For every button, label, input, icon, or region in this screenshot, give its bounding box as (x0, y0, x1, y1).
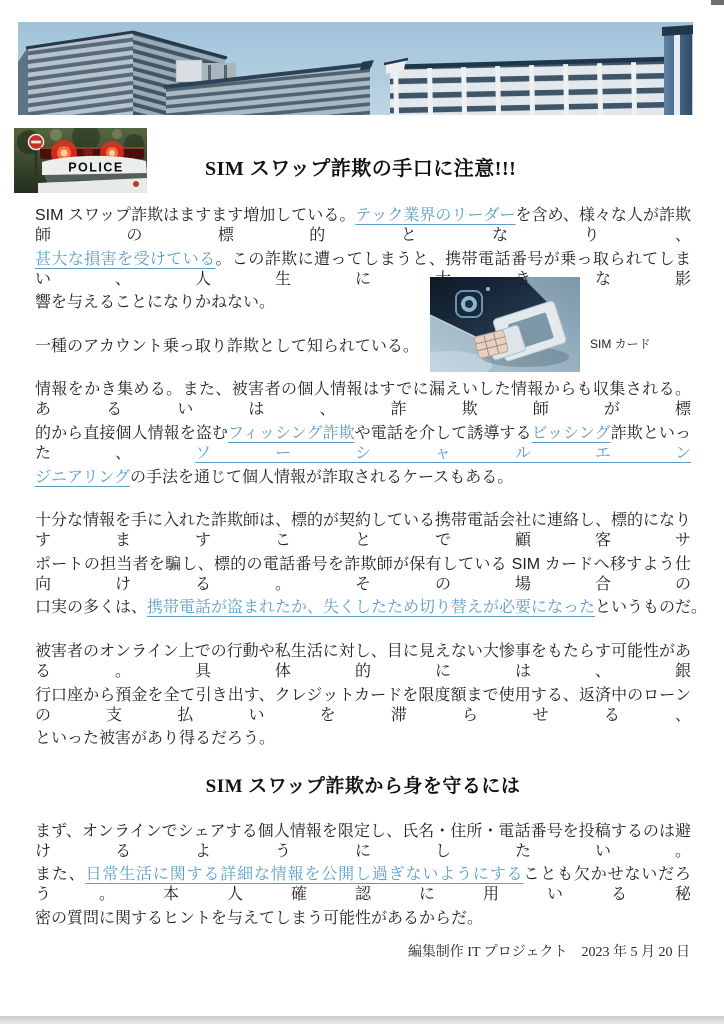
body-part2 (35, 822, 691, 953)
body-line (35, 642, 691, 686)
body-line (35, 555, 691, 599)
body-text: SIM スワップ詐欺はますます増加している。 (35, 207, 356, 224)
body-text: まず、オンラインでシェアする個人情報を限定し、氏名・住所・電話番号を投稿するのは避けるようにしたい。 (35, 822, 691, 860)
body-line (35, 686, 691, 730)
body-text: 被害者のオンライン上での行動や私生活に対し、目に見えない大惨事をもたらす可能性がある。具体的には、銀 (35, 642, 691, 680)
body-text: 行口座から預金を全て引き出す、クレジットカードを限度額まで使用する、返済中のローンの支払いを滞らせる、 (35, 686, 691, 724)
hyperlink[interactable]: 携帯電話が盗まれたか、失くしたため切り替えが必要になった (147, 599, 596, 617)
body-line (35, 337, 691, 381)
building-photo (18, 22, 693, 115)
police-label: POLICE (68, 160, 124, 175)
page-title: SIM スワップ詐欺の手口に注意!!! (205, 158, 517, 180)
body-line (35, 206, 691, 250)
body-text: 的から直接個人情報を盗む (35, 424, 228, 442)
body-text: を含め、様々な人が詐欺師の標的となり、 (35, 207, 691, 244)
sim-caption: SIM カード (590, 337, 651, 351)
footer-credit: 編集制作 IT プロジェクト 2023 年 5 月 20 日 (407, 945, 690, 960)
body-part1 (35, 206, 708, 773)
scan-artifact (711, 0, 724, 5)
body-line (35, 865, 691, 909)
body-line (35, 729, 691, 773)
hyperlink[interactable]: フィッシング詐欺 (228, 424, 355, 442)
body-text: 十分な情報を手に入れた詐欺師は、標的が契約している携帯電話会社に連絡し、標的になりすますことで顧客サ (35, 512, 692, 550)
body-line (35, 250, 691, 294)
hyperlink[interactable]: ジニアリング (35, 468, 131, 486)
hyperlink[interactable]: ビッシング (531, 424, 611, 442)
article-body (35, 206, 708, 953)
body-line (35, 424, 691, 468)
body-line (35, 468, 691, 512)
hyperlink[interactable]: ソーシャルエン (195, 444, 691, 462)
hyperlink[interactable]: 甚大な損害を受けている (35, 250, 216, 268)
body-line (35, 598, 708, 642)
body-text: ポートの担当者を騙し、標的の電話番号を詐欺師が保有している SIM カードへ移すよう仕向ける。その場合の (35, 555, 691, 593)
body-text: といった被害があり得るだろう。 (35, 730, 276, 748)
body-line (35, 822, 691, 866)
section-heading: SIM スワップ詐欺から身を守るには (205, 775, 521, 797)
body-text: 情報をかき集める。また、被害者の個人情報はすでに漏えいした情報からも収集される。あるいは、詐欺師が標 (35, 381, 691, 419)
body-text: 口実の多くは、 (35, 599, 148, 617)
scan-edge-bar (0, 1016, 724, 1024)
body-text: ことも欠かせないだろう。本人確認に用いる秘 (35, 866, 691, 904)
police-car-photo (14, 128, 147, 193)
body-text: 。この詐欺に遭ってしまうと、携帯電話番号が乗っ取られてしまい、人生に大きな影 (35, 250, 691, 288)
body-text: や電話を介して誘導する (354, 424, 532, 442)
body-text: 詐欺といった、 (35, 424, 691, 462)
body-line (35, 511, 691, 555)
body-text: 一種のアカウント乗っ取り詐欺として知られている。 (35, 337, 419, 355)
hyperlink[interactable]: テック業界のリーダー (355, 207, 516, 224)
body-text: の手法を通じて個人情報が詐取されるケースもある。 (130, 468, 514, 486)
body-text: また、 (35, 866, 86, 884)
body-line (35, 380, 691, 424)
body-text: 響を与えることになりかねない。 (35, 294, 276, 312)
body-text: というものだ。 (595, 599, 708, 617)
hyperlink[interactable]: 日常生活に関する詳細な情報を公開し過ぎないようにする (85, 866, 524, 884)
body-text: 密の質問に関するヒントを与えてしまう可能性があるからだ。 (35, 909, 484, 927)
body-line (35, 293, 691, 337)
